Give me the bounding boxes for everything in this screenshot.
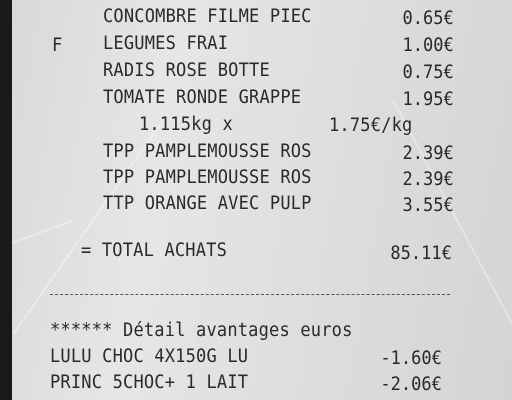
item-name: TTP ORANGE AVEC PULP [103,193,312,214]
separator-line [50,294,450,295]
item-name: LEGUMES FRAI [103,33,229,54]
weight-qty: 1.115kg x [139,114,233,135]
item-name: RADIS ROSE BOTTE [103,60,270,81]
item-flag: F [52,35,63,56]
item-price: 1.95€ [402,89,454,110]
receipt [12,0,512,400]
item-name: TOMATE RONDE GRAPPE [103,87,302,108]
weight-unit-price: 1.75€/kg [329,115,413,136]
advantages-heading: ****** Détail avantages euros [50,320,353,341]
item-price: 3.55€ [402,195,454,216]
item-price: 2.39€ [402,143,454,164]
item-name: TPP PAMPLEMOUSSE ROS [103,141,312,162]
item-price: 2.39€ [402,169,454,190]
item-price: 0.65€ [402,8,454,29]
advantage-name: PRINC 5CHOC+ 1 LAIT [50,372,249,393]
total-label: = TOTAL ACHATS [81,240,228,261]
advantage-amount: -2.06€ [380,374,442,395]
item-name: CONCOMBRE FILME PIEC [103,6,312,27]
advantage-name: LULU CHOC 4X150G LU [50,346,249,367]
paper-crease [12,220,73,290]
total-value: 85.11€ [390,243,452,264]
advantage-amount: -1.60€ [380,348,442,369]
item-price: 0.75€ [402,62,454,83]
item-price: 1.00€ [402,35,454,56]
item-name: TPP PAMPLEMOUSSE ROS [103,167,312,188]
